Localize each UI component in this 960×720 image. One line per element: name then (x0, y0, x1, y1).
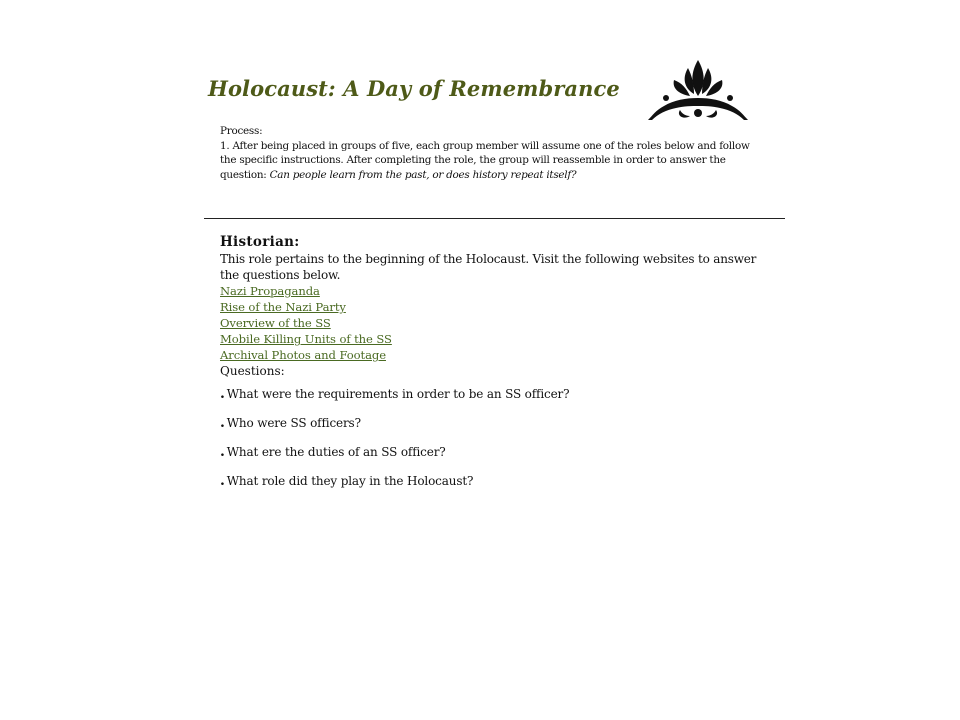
link-rise-of-nazi-party[interactable]: Rise of the Nazi Party (220, 300, 346, 314)
process-label: Process: (220, 125, 263, 137)
role-title: Historian: (220, 234, 300, 250)
process-step-1 (220, 139, 750, 183)
question-item (220, 385, 765, 404)
question-text: What ere the duties of an SS officer? (226, 445, 446, 459)
link-overview-of-ss[interactable]: Overview of the SS (220, 316, 331, 330)
question-item (220, 443, 765, 462)
link-nazi-propaganda[interactable]: Nazi Propaganda (220, 284, 320, 298)
historian-role-section (220, 233, 765, 491)
bullet: . (220, 444, 225, 460)
process-instructions (220, 124, 750, 182)
role-description: This role pertains to the beginning of the Holocaust. Visit the following websites to answer the questions below. (220, 252, 757, 282)
resource-links (220, 283, 765, 363)
question-text: What role did they play in the Holocaust? (226, 474, 474, 488)
question-text: Who were SS officers? (226, 416, 361, 430)
link-mobile-killing-units[interactable]: Mobile Killing Units of the SS (220, 332, 392, 346)
bullet: . (220, 415, 225, 431)
page-title: Holocaust: A Day of Remembrance (208, 76, 620, 101)
question-item (220, 414, 765, 433)
bullet: . (220, 473, 225, 489)
question-item (220, 472, 765, 491)
flourish-ornament-icon (644, 58, 752, 122)
process-question: Can people learn from the past, or does history repeat itself? (269, 168, 577, 181)
section-divider (204, 218, 785, 219)
bullet: . (220, 386, 225, 402)
link-archival-photos[interactable]: Archival Photos and Footage (220, 348, 386, 362)
questions-label: Questions: (220, 364, 285, 378)
question-text: What were the requirements in order to be an SS officer? (226, 387, 570, 401)
process-step-text: 1. After being placed in groups of five, each group member will assume one of the roles below and follow the specific instructions. After completing the role, the group will reassemble in order to answer the question: (220, 139, 750, 181)
